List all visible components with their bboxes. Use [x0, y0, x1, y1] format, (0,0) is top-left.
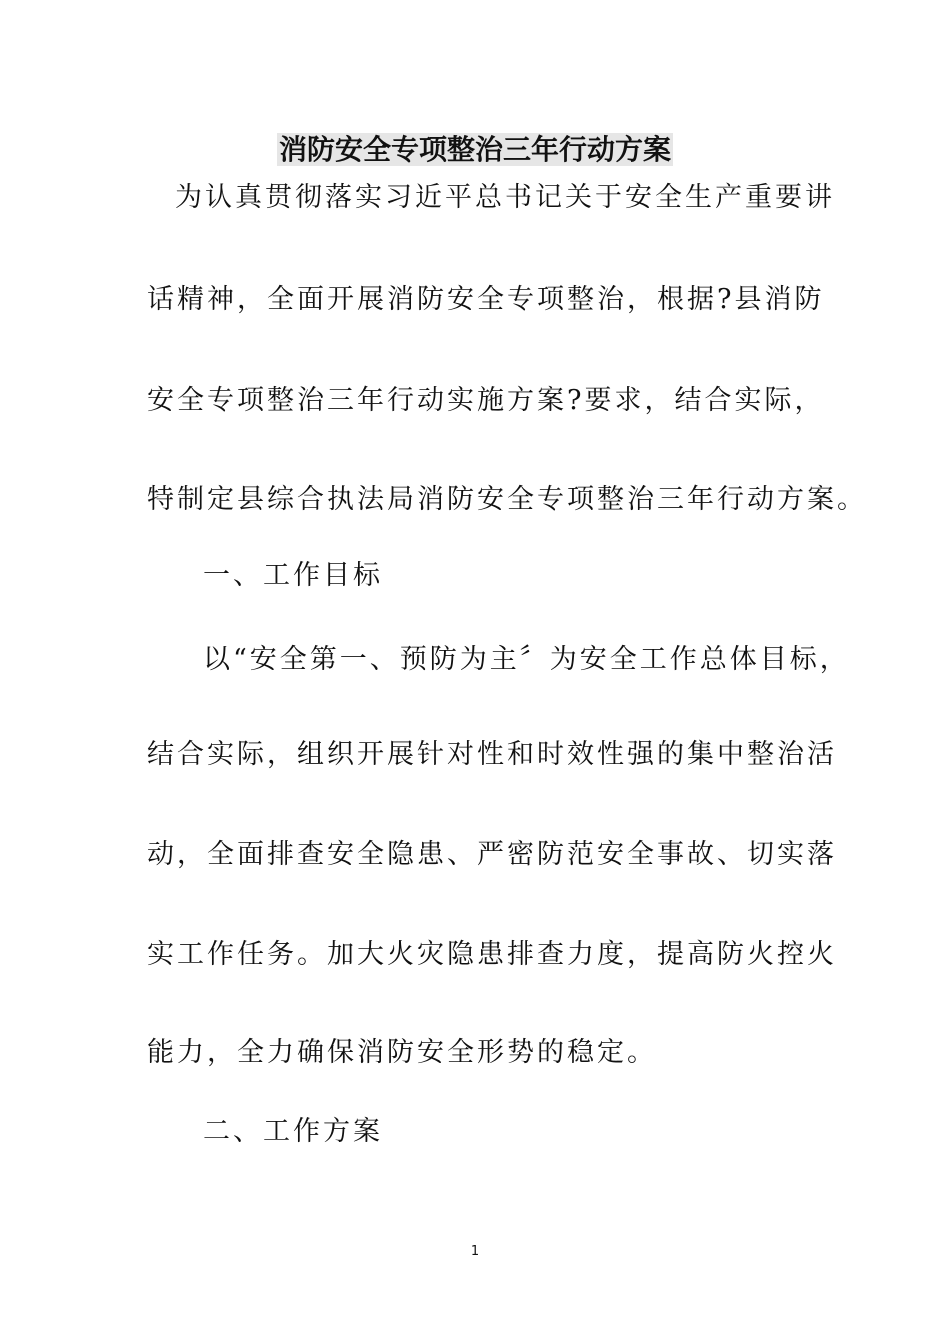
page-number: 1	[470, 1244, 480, 1259]
section-heading: 一、工作目标	[203, 560, 383, 591]
section-heading: 二、工作方案	[203, 1116, 383, 1147]
paragraph-line: 动，全面排查安全隐患、严密防范安全事故、切实落	[147, 839, 837, 870]
paragraph-line: 结合实际，组织开展针对性和时效性强的集中整治活	[147, 739, 837, 770]
paragraph-line: 安全专项整治三年行动实施方案?要求，结合实际，	[147, 385, 825, 416]
paragraph-line: 能力，全力确保消防安全形势的稳定。	[147, 1037, 657, 1068]
paragraph-line: 实工作任务。加大火灾隐患排查力度，提高防火控火	[147, 939, 837, 970]
page-title	[0, 128, 950, 172]
paragraph-line: 以“安全第一、预防为主〞为安全工作总体目标，	[203, 644, 850, 675]
paragraph-line: 话精神，全面开展消防安全专项整治，根据?县消防	[147, 284, 825, 315]
paragraph-line: 为认真贯彻落实习近平总书记关于安全生产重要讲	[175, 182, 835, 213]
paragraph-line: 特制定县综合执法局消防安全专项整治三年行动方案。	[147, 484, 867, 515]
page-title-text: 消防安全专项整治三年行动方案	[278, 133, 671, 166]
